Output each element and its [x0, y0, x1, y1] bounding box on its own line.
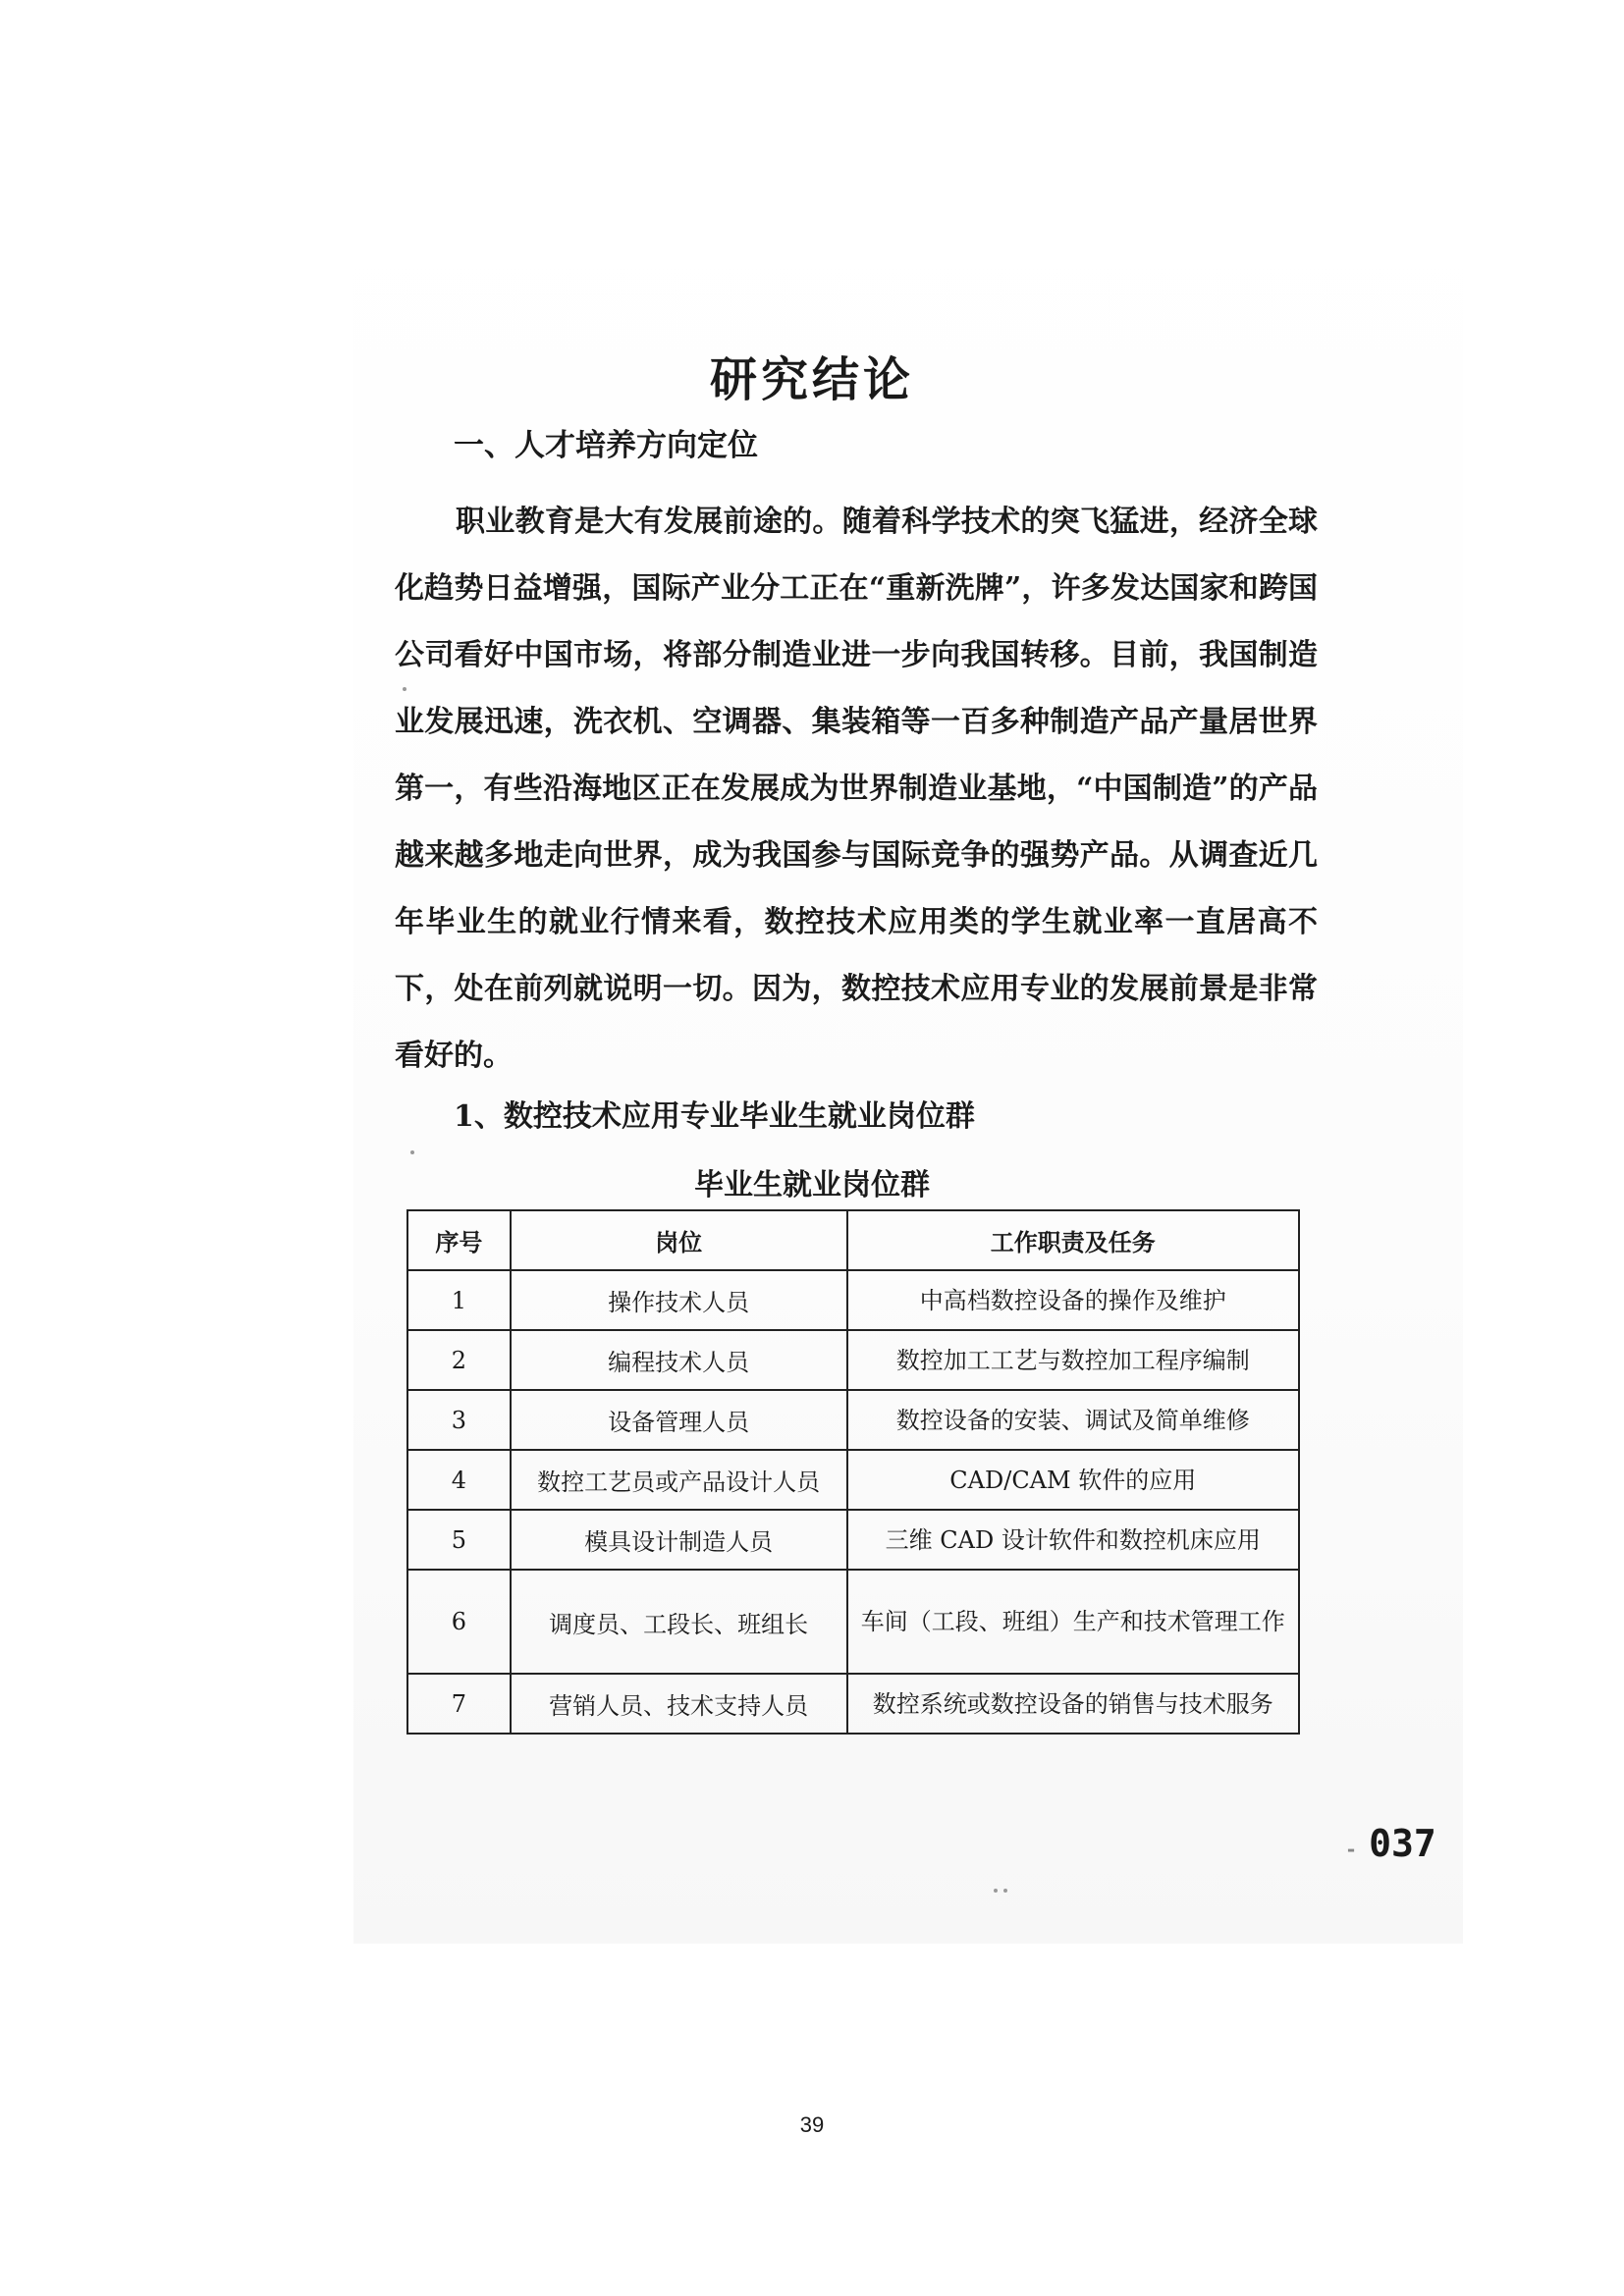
table-row	[407, 1330, 1299, 1390]
table-row	[407, 1390, 1299, 1450]
row-duty: 数控加工工艺与数控加工程序编制	[847, 1330, 1299, 1390]
row-number: 7	[407, 1674, 511, 1734]
row-position: 数控工艺员或产品设计人员	[511, 1450, 847, 1510]
row-duty: 数控设备的安装、调试及简单维修	[847, 1390, 1299, 1450]
row-position: 模具设计制造人员	[511, 1510, 847, 1570]
section-heading: 一、人才培养方向定位	[454, 428, 758, 463]
row-number: 3	[407, 1390, 511, 1450]
footer-page-number: 39	[799, 2112, 825, 2137]
row-number: 6	[407, 1570, 511, 1674]
row-duty: 车间（工段、班组）生产和技术管理工作	[847, 1570, 1299, 1674]
header-duty: 工作职责及任务	[847, 1210, 1299, 1270]
scan-speck	[1003, 1889, 1007, 1893]
job-positions-table	[406, 1209, 1300, 1735]
scan-speck	[410, 1150, 414, 1154]
row-duty: 中高档数控设备的操作及维护	[847, 1270, 1299, 1330]
row-number: 1	[407, 1270, 511, 1330]
original-page-number: - 037	[1345, 1822, 1436, 1865]
header-number: 序号	[407, 1210, 511, 1270]
header-position: 岗位	[511, 1210, 847, 1270]
sub-heading: 1、数控技术应用专业毕业生就业岗位群	[454, 1099, 975, 1134]
row-number: 2	[407, 1330, 511, 1390]
row-number: 4	[407, 1450, 511, 1510]
table-caption: 毕业生就业岗位群	[694, 1168, 930, 1202]
row-duty: 数控系统或数控设备的销售与技术服务	[847, 1674, 1299, 1734]
row-position: 操作技术人员	[511, 1270, 847, 1330]
body-paragraph: 职业教育是大有发展前途的。随着科学技术的突飞猛进，经济全球化趋势日益增强，国际产业分工正在“重新洗牌”，许多发达国家和跨国公司看好中国市场，将部分制造业进一步向我国转移。目前，我国制造业发展迅速，洗衣机、空调器、集装箱等一百多种制造产品产量居世界第一，有些沿海地区正在发展成为世界制造业基地，“中国制造”的产品越来越多地走向世界，成为我国参与国际竞争的强势产品。从调查近几年毕业生的就业行情来看，数控技术应用类的学生就业率一直居高不下，处在前列就说明一切。因为，数控技术应用专业的发展前景是非常看好的。	[395, 505, 1318, 1073]
table-row	[407, 1510, 1299, 1570]
table-row	[407, 1450, 1299, 1510]
row-number: 5	[407, 1510, 511, 1570]
table-row	[407, 1570, 1299, 1674]
row-position: 设备管理人员	[511, 1390, 847, 1450]
scan-speck	[994, 1889, 998, 1893]
row-duty: CAD/CAM 软件的应用	[847, 1450, 1299, 1510]
row-position: 营销人员、技术支持人员	[511, 1674, 847, 1734]
page-title: 研究结论	[709, 352, 914, 407]
row-position: 编程技术人员	[511, 1330, 847, 1390]
table-row	[407, 1270, 1299, 1330]
table-header-row	[407, 1210, 1299, 1270]
row-position: 调度员、工段长、班组长	[511, 1570, 847, 1674]
table-row	[407, 1674, 1299, 1734]
row-duty: 三维 CAD 设计软件和数控机床应用	[847, 1510, 1299, 1570]
scan-speck	[403, 687, 406, 691]
